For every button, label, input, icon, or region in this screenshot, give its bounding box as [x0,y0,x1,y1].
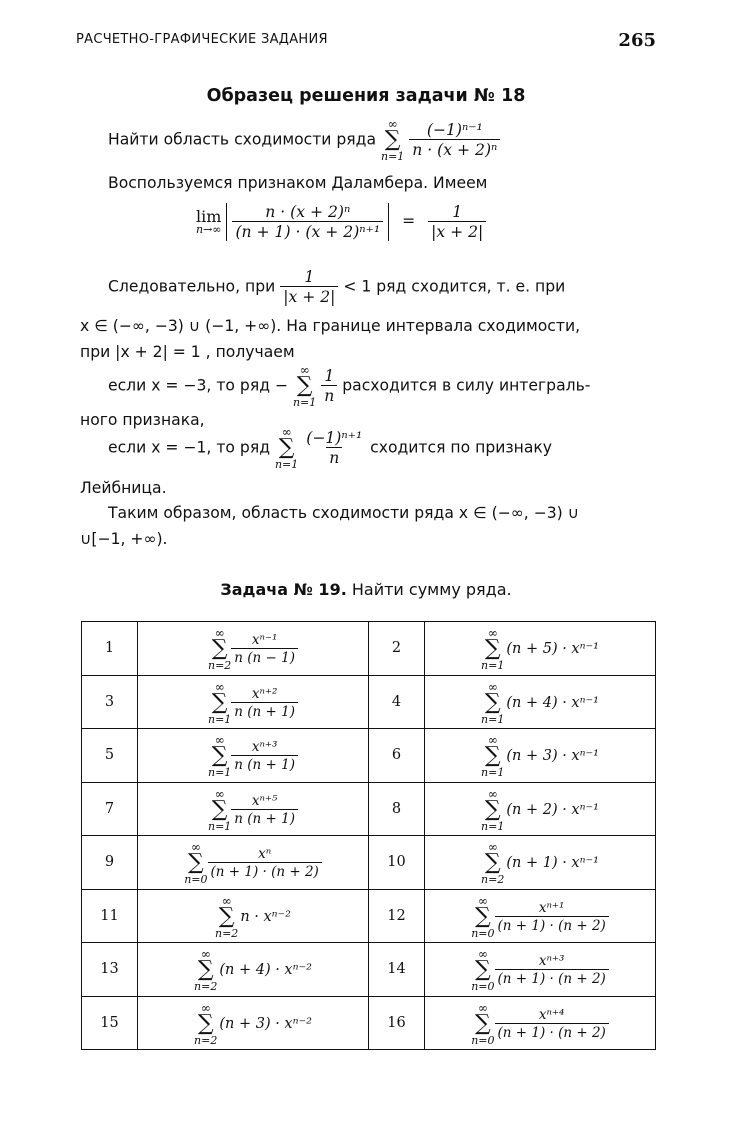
task-series [425,622,656,676]
task-number: 2 [369,622,425,676]
task-series [138,729,369,783]
sum-sign [208,627,231,671]
task-series [425,943,656,997]
page-number: 265 [618,30,656,51]
case2-denominator: n [326,447,342,467]
sum-sign [471,948,494,992]
sum-lower: n=0 [471,1033,495,1047]
task-series [138,889,369,943]
sum-sign [208,788,231,832]
sum-symbol: ∑ [474,1010,491,1036]
series-denominator: n (n + 1) [231,809,298,827]
ratio-denominator: (n + 1) · (x + 2)ⁿ⁺¹ [232,221,383,241]
series-formula [471,948,609,992]
case2-fraction [303,429,365,467]
result-numerator: 1 [452,203,463,221]
sum-lower: n=0 [184,873,208,887]
task-heading [76,580,656,599]
sum-symbol: ∑ [484,636,501,662]
table-row [82,622,656,676]
series-term: (n + 1) · xⁿ⁻¹ [506,855,599,872]
task-series [138,782,369,836]
sum-sign [481,681,504,725]
sum-symbol: ∑ [484,796,501,822]
task-series [425,996,656,1050]
series-denominator: (n + 1) · (n + 2) [495,1023,609,1041]
page-header [76,30,656,50]
task-number: 4 [369,675,425,729]
series-denominator: n (n − 1) [231,648,298,666]
sum-upper: ∞ [477,1000,488,1015]
task-series [425,675,656,729]
task-number: 9 [82,836,138,890]
sum-upper: ∞ [477,947,488,962]
task-number: 16 [369,996,425,1050]
series-term: (n + 5) · xⁿ⁻¹ [506,641,599,658]
series-formula [481,841,599,885]
series-denominator: (n + 1) · (n + 2) [495,969,609,987]
sum-symbol: ∑ [474,957,491,983]
series-fraction [231,686,298,720]
series-formula [481,788,599,832]
task-table [81,621,656,1050]
series-term: (n + 2) · xⁿ⁻¹ [506,801,599,818]
sum-sign: ∞ ∑ n=1 [380,117,405,163]
sum-upper: ∞ [214,786,225,801]
sum-sign [481,841,504,885]
task-series [138,622,369,676]
table-row [82,675,656,729]
ratio-fraction [232,203,383,241]
series-formula [194,948,312,992]
series-term: (n + 3) · xⁿ⁻¹ [506,748,599,765]
sum-lower: n=2 [481,873,505,887]
sum-symbol: ∑ [211,636,228,662]
series-numerator: (−1)ⁿ⁻¹ [426,120,483,139]
task-number: 12 [369,889,425,943]
table-row [82,836,656,890]
task-number: 1 [82,622,138,676]
series-term: (n + 3) · xⁿ⁻² [219,1015,312,1032]
task-number: 11 [82,889,138,943]
series-formula [481,627,599,671]
sum-upper: ∞ [487,840,498,855]
series-formula [215,895,291,939]
result-denominator: |x + 2| [428,221,486,241]
task-series [425,782,656,836]
series-fraction [231,739,298,773]
sum-symbol: ∑ [211,689,228,715]
series-fraction [495,953,609,987]
task-number: 13 [82,943,138,997]
series-formula [184,841,322,885]
table-row [82,943,656,997]
diverges-text: расходится в силу интеграль- [342,376,591,395]
sum-lower: n=1 [481,819,505,833]
sum-lower: n=0 [471,926,495,940]
sum-symbol: ∑ [484,743,501,769]
task-number: 5 [82,729,138,783]
case1-denominator: n [321,385,337,405]
case2-sum-upper: ∞ [281,425,292,439]
sum-upper: ∞ [387,117,398,131]
sum-upper: ∞ [477,893,488,908]
sum-lower: n=1 [481,766,505,780]
case-minus-one [108,426,552,470]
series-formula [471,1002,609,1046]
sum-sign [471,1002,494,1046]
series-numerator: xⁿ⁺³ [251,739,278,756]
boundary-line: при |x + 2| = 1 , получаем [80,343,295,361]
task-number: 15 [82,996,138,1050]
sum-symbol: ∑ [484,850,501,876]
series-fraction [495,1007,609,1041]
task-series [425,836,656,890]
case1-text: если x = −3, то ряд − [108,376,288,395]
running-title: РАСЧЕТНО-ГРАФИЧЕСКИЕ ЗАДАНИЯ [76,32,328,47]
interval-line: x ∈ (−∞, −3) ∪ (−1, +∞). На границе интервала сходимости, [80,317,581,335]
series-fraction [495,900,609,934]
series-numerator: xⁿ⁺⁴ [538,1006,565,1023]
sum-sign [481,788,504,832]
sum-upper: ∞ [221,893,232,908]
case1-fraction [321,367,337,405]
sum-upper: ∞ [487,733,498,748]
sum-lower: n=1 [481,712,505,726]
lim-text: lim [196,206,222,226]
integral-test-line: ного признака, [80,411,205,429]
series-denominator: n (n + 1) [231,755,298,773]
task-text: Найти сумму ряда. [351,580,512,599]
series-numerator: xⁿ⁺³ [538,953,565,970]
task-number: 6 [369,729,425,783]
sum-symbol: ∑ [197,1010,214,1036]
sum-upper: ∞ [200,1000,211,1015]
lim-subscript: n→∞ [196,223,222,237]
sum-sign [481,734,504,778]
limit-formula [196,203,486,241]
series-formula [481,681,599,725]
sum-upper: ∞ [190,840,201,855]
table-row [82,889,656,943]
series-fraction [231,632,298,666]
task-number: 14 [369,943,425,997]
dalembert-line: Воспользуемся признаком Даламбера. Имеем [108,174,488,192]
task-number: 8 [369,782,425,836]
case1-sum-upper: ∞ [299,363,310,377]
sum-upper: ∞ [487,626,498,641]
limit-op [196,206,222,237]
table-row [82,996,656,1050]
abs-bars [226,203,389,241]
series-denominator: (n + 1) · (n + 2) [208,862,322,880]
consequently-text: Следовательно, при [108,277,276,296]
sum-sign [208,734,231,778]
sum-upper: ∞ [214,626,225,641]
sum-symbol: ∑ [211,796,228,822]
sample-title: Образец решения задачи № 18 [206,86,526,106]
sum-lower: n=1 [207,819,232,833]
sum-sign [194,948,217,992]
sum-upper: ∞ [214,733,225,748]
sum-symbol: ∑ [187,850,204,876]
result-fraction [428,203,486,241]
series-term: n · xⁿ⁻² [240,908,291,925]
sum-symbol: ∑ [474,903,491,929]
series-numerator: xⁿ⁺⁵ [251,792,278,809]
task-number: 3 [82,675,138,729]
sum-lower: n=2 [194,1033,218,1047]
sum-sign [481,627,504,671]
sum-sign [184,841,207,885]
case-minus-three [108,364,590,408]
series-formula [194,1002,312,1046]
series-numerator: xⁿ [258,846,272,863]
leibniz-text: сходится по признаку [370,438,553,457]
series-formula [471,895,609,939]
series-numerator: xⁿ⁺² [251,685,278,702]
case2-sum-lower: n=1 [274,457,299,471]
case1-sum: ∞ ∑ n=1 [292,363,317,409]
series-numerator: xⁿ⁻¹ [251,632,278,649]
equals-sign: = [402,212,416,230]
sum-sign [194,1002,217,1046]
series-denominator: n (n + 1) [231,702,298,720]
task-series [425,729,656,783]
sum-lower: n=1 [207,766,232,780]
task-series [138,943,369,997]
series-fraction [208,846,322,880]
series-fraction [409,121,500,159]
sum-lower: n=1 [481,659,505,673]
sum-lower: n=2 [207,659,232,673]
series-term: (n + 4) · xⁿ⁻² [219,962,312,979]
sum-upper: ∞ [200,947,211,962]
sum-upper: ∞ [487,679,498,694]
condition-numerator: 1 [304,268,315,286]
leibniz-line: Лейбница. [80,479,167,497]
series-formula [208,627,298,671]
sum-sign [215,895,238,939]
sum-sign [471,895,494,939]
condition-denominator: |x + 2| [280,286,338,306]
task-label: Задача № 19. [220,580,347,599]
sum-upper: ∞ [214,679,225,694]
series-formula [208,788,298,832]
conclusion-line-1: Таким образом, область сходимости ряда x ∈ (−∞, −3) ∪ [108,504,580,522]
sum-lower: n=1 [380,149,405,163]
series-term: (n + 4) · xⁿ⁻¹ [506,694,599,711]
task-number: 10 [369,836,425,890]
task-series [138,836,369,890]
series-denominator: (n + 1) · (n + 2) [495,916,609,934]
case2-text: если x = −1, то ряд [108,438,270,457]
sum-upper: ∞ [487,786,498,801]
series-formula [481,734,599,778]
case2-numerator: (−1)ⁿ⁺¹ [306,428,363,447]
sum-lower: n=2 [215,926,239,940]
intro-line [108,118,500,162]
conclusion-line-2: ∪[−1, +∞). [80,530,168,548]
series-formula [208,734,298,778]
sum-symbol: ∑ [484,689,501,715]
sum-symbol: ∑ [218,903,235,929]
case1-sum-lower: n=1 [292,395,317,409]
table-row [82,782,656,836]
series-fraction [231,793,298,827]
series-numerator: xⁿ⁺¹ [538,899,565,916]
task-number: 7 [82,782,138,836]
case1-numerator: 1 [324,366,335,385]
table-row [82,729,656,783]
sum-lower: n=2 [194,980,218,994]
task-series [425,889,656,943]
ratio-numerator: n · (x + 2)ⁿ [265,203,351,221]
case2-sum: ∞ ∑ n=1 [274,425,299,471]
series-denominator: n · (x + 2)ⁿ [409,139,500,159]
intro-text: Найти область сходимости ряда [108,130,377,149]
task-series [138,996,369,1050]
sum-lower: n=1 [207,712,232,726]
sum-lower: n=0 [471,980,495,994]
sum-symbol: ∑ [197,957,214,983]
sum-sign [208,681,231,725]
series-formula [208,681,298,725]
sum-symbol: ∑ [211,743,228,769]
converges-text: < 1 ряд сходится, т. е. при [343,277,566,296]
task-series [138,675,369,729]
consequently-line [108,268,565,306]
condition-fraction [280,268,338,306]
